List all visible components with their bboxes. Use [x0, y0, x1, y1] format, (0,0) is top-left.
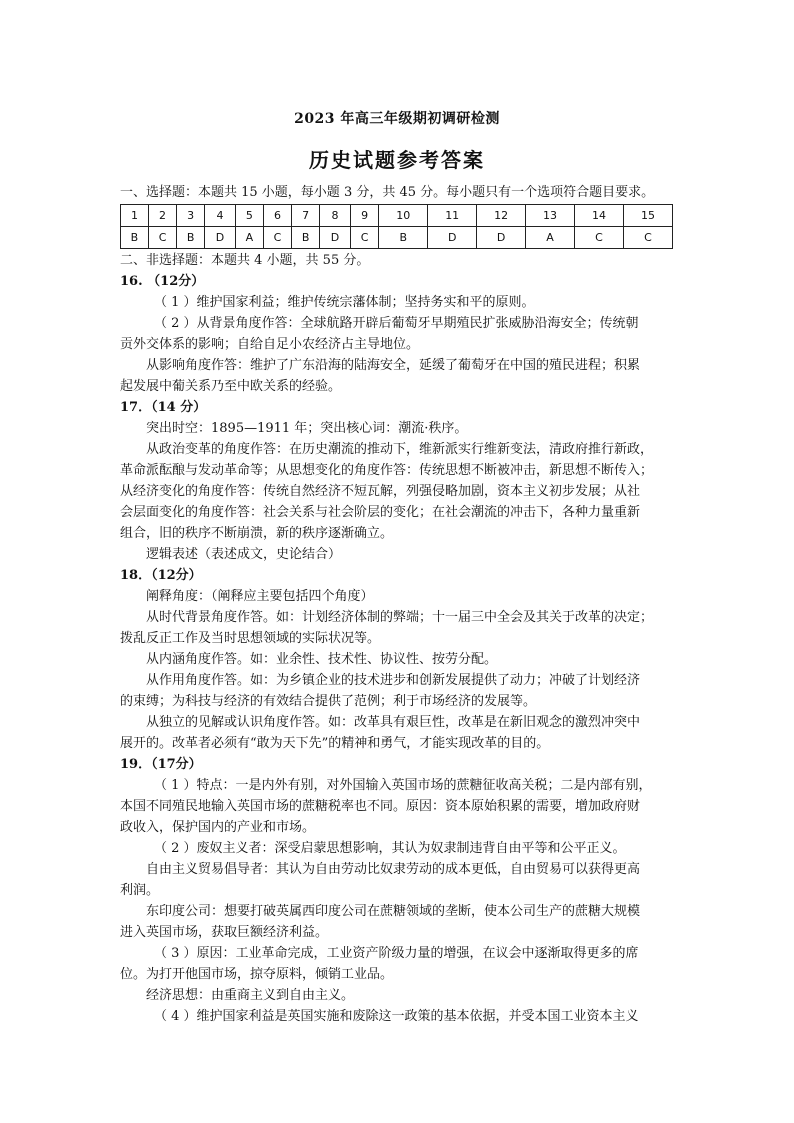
question-17-heading: 17．（14 分）	[120, 400, 207, 415]
answer-line: 的束缚；为科技与经济的有效结合提供了范例；利于市场经济的发展等。	[120, 694, 537, 709]
answer-line: 从独立的见解或认识角度作答。如：改革具有艰巨性，改革是在新旧观念的激烈冲突中	[146, 715, 641, 730]
question-number: 6	[263, 205, 291, 227]
answer-choice: D	[428, 227, 477, 249]
answer-line: 经济思想：由重商主义到自由主义。	[146, 988, 355, 1003]
answer-line: （ 4 ）维护国家利益是英国实施和废除这一政策的基本依据，并受本国工业资本主义	[154, 1009, 639, 1024]
answer-line: 位。为打开他国市场，掠夺原料，倾销工业品。	[120, 967, 394, 982]
answer-choice: D	[477, 227, 526, 249]
answer-choice: B	[121, 227, 149, 249]
question-16-heading: 16. （12分）	[120, 274, 205, 289]
answer-table-number-row	[121, 205, 673, 227]
question-number: 9	[350, 205, 378, 227]
question-number: 7	[292, 205, 320, 227]
section1-heading: 一、选择题：本题共 15 小题，每小题 3 分，共 45 分。每小题只有一个选项符合题目要求。	[120, 185, 655, 200]
answer-line: （ 1 ）特点：一是内外有别，对外国输入英国市场的蔗糖征收高关税；二是内部有别，	[154, 778, 652, 793]
question-number: 8	[320, 205, 351, 227]
answer-line: 阐释角度：（阐释应主要包括四个角度）	[146, 589, 374, 604]
answer-line: 自由主义贸易倡导者：其认为自由劳动比奴隶劳动的成本更低，自由贸易可以获得更高	[146, 862, 641, 877]
question-number: 4	[205, 205, 236, 227]
answer-line: 政收入，保护国内的产业和市场。	[120, 820, 316, 835]
question-number: 15	[623, 205, 672, 227]
answer-choice: D	[320, 227, 351, 249]
answer-line: （ 2 ）从背景角度作答：全球航路开辟后葡萄牙早期殖民扩张威胁沿海安全；传统朝	[154, 316, 639, 331]
question-number: 11	[428, 205, 477, 227]
question-number: 5	[236, 205, 264, 227]
answer-choice: C	[623, 227, 672, 249]
question-number: 1	[121, 205, 149, 227]
answer-choice: D	[205, 227, 236, 249]
question-number: 14	[575, 205, 624, 227]
answer-choice: C	[148, 227, 176, 249]
answer-choice: A	[526, 227, 575, 249]
page-title: 历史试题参考答案	[309, 148, 485, 172]
question-18-heading: 18．（12分）	[120, 568, 202, 583]
answer-line: 从内涵角度作答。如：业余性、技术性、协议性、按劳分配。	[146, 652, 498, 667]
section2-heading: 二、非选择题：本题共 4 小题，共 55 分。	[120, 253, 370, 268]
answer-choice: B	[292, 227, 320, 249]
answer-line: 起发展中葡关系乃至中欧关系的经验。	[120, 379, 342, 394]
answer-line: 逻辑表述（表述成文，史论结合）	[146, 547, 342, 562]
answer-line: 突出时空：1895—1911 年；突出核心词：潮流·秩序。	[146, 421, 468, 436]
answer-choice: C	[263, 227, 291, 249]
answer-line: 贡外交体系的影响；自给自足小农经济占主导地位。	[120, 337, 420, 352]
answer-line: 从经济变化的角度作答：传统自然经济不短瓦解，列强侵略加剧，资本主义初步发展；从社	[120, 484, 641, 499]
answer-line: （ 1 ）维护国家利益；维护传统宗藩体制；坚持务实和平的原则。	[154, 295, 535, 310]
answer-choice: C	[350, 227, 378, 249]
answer-line: 从影响角度作答：维护了广东沿海的陆海安全，延缓了葡萄牙在中国的殖民进程；积累	[146, 358, 641, 373]
answer-line: 从时代背景角度作答。如：计划经济体制的弊端；十一届三中全会及其关于改革的决定；	[146, 610, 654, 625]
answer-choice: B	[379, 227, 428, 249]
answer-line: 拨乱反正工作及当时思想领域的实际状况等。	[120, 631, 381, 646]
answer-line: 从政治变革的角度作答：在历史潮流的推动下，维新派实行维新变法，清政府推行新政，	[146, 442, 654, 457]
answer-line: 进入英国市场，获取巨额经济利益。	[120, 925, 329, 940]
question-19-heading: 19．（17分）	[120, 757, 202, 772]
answer-line: 本国不同殖民地输入英国市场的蔗糖税率也不同。原因：资本原始积累的需要，增加政府财	[120, 799, 641, 814]
answer-line: 会层面变化的角度作答：社会关系与社会阶层的变化；在社会潮流的冲击下，各种力量重新	[120, 505, 641, 520]
answer-table	[120, 204, 673, 249]
answer-line: 革命派酝酿与发动革命等；从思想变化的角度作答：传统思想不断被冲击，新思想不断传入；	[120, 463, 654, 478]
answer-line: 利润。	[120, 883, 160, 898]
answer-choice: B	[177, 227, 205, 249]
answer-line: 组合，旧的秩序不断崩溃，新的秩序逐渐确立。	[120, 526, 394, 541]
answer-line: 展开的。改革者必须有“敢为天下先”的精神和勇气，才能实现改革的目的。	[120, 736, 550, 751]
exam-title: 2023 年高三年级期初调研检测	[294, 111, 500, 127]
answer-line: 从作用角度作答。如：为乡镇企业的技术进步和创新发展提供了动力；冲破了计划经济	[146, 673, 641, 688]
answer-choice: A	[236, 227, 264, 249]
question-number: 10	[379, 205, 428, 227]
answer-line: （ 3 ）原因：工业革命完成，工业资产阶级力量的增强，在议会中逐渐取得更多的席	[154, 946, 639, 961]
answer-line: 东印度公司：想要打破英属西印度公司在蔗糖领域的垄断，使本公司生产的蔗糖大规模	[146, 904, 641, 919]
question-number: 12	[477, 205, 526, 227]
answer-line: （ 2 ）废奴主义者：深受启蒙思想影响，其认为奴隶制违背自由平等和公平正义。	[154, 841, 626, 856]
question-number: 3	[177, 205, 205, 227]
answer-content	[120, 182, 680, 1027]
answer-choice: C	[575, 227, 624, 249]
question-number: 2	[148, 205, 176, 227]
question-number: 13	[526, 205, 575, 227]
answer-table-answer-row	[121, 227, 673, 249]
